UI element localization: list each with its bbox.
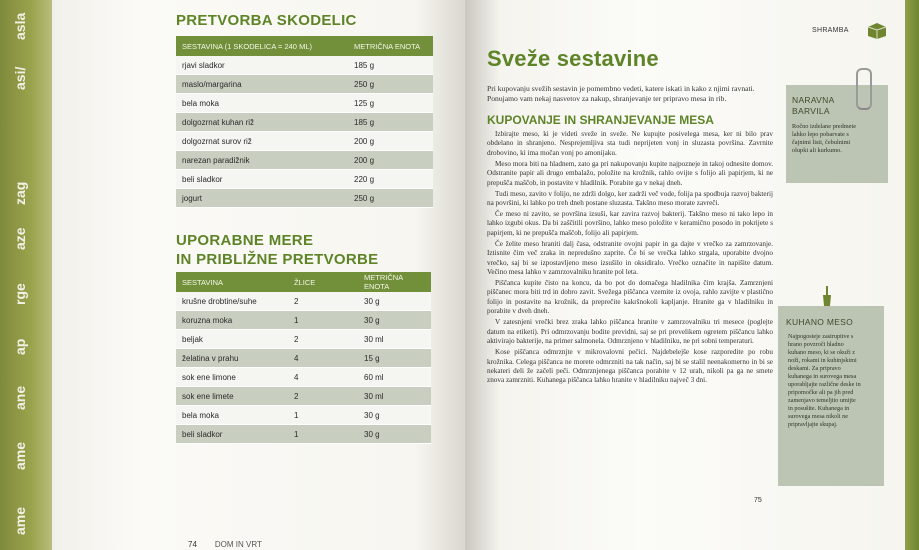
measures-title-line: IN PRIBLIŽNE PRETVORBE [176, 251, 379, 268]
metric-cell: 30 ml [358, 387, 431, 406]
body-paragraph: Če meso ni zavito, se površina izsuši, kar zavira razvoj bakterij. Takšno meso ni tako lepo in lahko izgubi okus. Da bi zaščitili površino, lahko meso položite v keramično posodo in pokrijete s papirjem, ki ne prepušča maščob, folijo ali papirjem. [487, 210, 773, 237]
spine-letter: ane [12, 385, 28, 410]
column-header: METRIČNA ENOTA [358, 272, 431, 292]
spine-letter: ame [12, 441, 28, 470]
body-paragraph: Če želite meso hraniti dalj časa, odstranite ovojni papir in ga dajte v vrečko za zamrzovanje. Iztisnite čim več zraka in nepredušno zaprite. Če bi se vrečka lahko strgala, uporabite dvojno vrečko, saj bi se izpostavljeno meso izsušilo in oksidiralo. Vrečko označite in napišite datum. Večino mesa lahko v zamrzovalniku hranite pol leta. [487, 239, 773, 277]
table-row [176, 311, 431, 330]
ingredient-cell: bela moka [176, 94, 348, 113]
metric-cell: 30 g [358, 311, 431, 330]
ingredient-cell: narezan paradižnik [176, 151, 348, 170]
metric-cell: 30 g [358, 425, 431, 444]
metric-cell: 60 ml [358, 368, 431, 387]
ingredient-cell: beljak [176, 330, 288, 349]
cooked-meat-sidebar [778, 306, 884, 486]
ingredient-cell: beli sladkor [176, 170, 348, 189]
measures-title-line: UPORABNE MERE [176, 232, 314, 249]
column-header: METRIČNA ENOTA [348, 36, 433, 56]
sidebar-title-line: NARAVNA [792, 95, 835, 105]
table-row [176, 132, 433, 151]
metric-cell: 200 g [348, 151, 433, 170]
table-row [176, 425, 431, 444]
cup-conversion-table [176, 36, 433, 208]
table-header-row [176, 36, 433, 56]
spine-letter: zag [12, 181, 28, 205]
article-body [487, 130, 773, 387]
body-paragraph: Meso mora biti na hladnem, zato ga pri nakupovanju kupite najpozneje in takoj odnesite domov. Odstranite papir ali drugo embalažo, položite na krožnik, rahlo ovijte s folijo ali papirjem, ki ne prepušča maščob, in postavite v hladilnik. Porabite ga v nekaj dneh. [487, 159, 773, 187]
spoons-cell: 4 [288, 349, 358, 368]
ingredient-cell: krušne drobtine/suhe [176, 292, 288, 311]
spoons-cell: 1 [288, 425, 358, 444]
table-row [176, 189, 433, 208]
table-row [176, 406, 431, 425]
metric-cell: 250 g [348, 75, 433, 94]
metric-cell: 125 g [348, 94, 433, 113]
page-number: 75 [754, 497, 762, 504]
column-header: SESTAVINA [176, 272, 288, 292]
table-header-row [176, 272, 431, 292]
column-header: ŽLICE [288, 272, 358, 292]
table-row [176, 330, 431, 349]
paperclip-icon [856, 68, 872, 110]
section-name: DOM IN VRT [214, 540, 262, 549]
sidebar-text: Najpogosteje zastrupitve s hrano povzroči hladno kuhano meso, ki se okuži z noži, rokami in kuhinjskimi deskami. Za pripravo kuhanega in surovega mesa uporabljajte različne deske in pripomočke ali pa jih pred zamenjavo temeljito umijte in posušite. Kuhanega in surovega mesa nikoli ne pripravljajte skupaj. [788, 333, 861, 428]
ingredient-cell: beli sladkor [176, 425, 288, 444]
right-book-edge [905, 0, 919, 550]
table-row [176, 292, 431, 311]
storage-box-icon [866, 20, 888, 40]
body-paragraph: Kose piščanca odmrznjte v mikrovalovni pečici. Najdebelejše kose razporedite po robu krožnika. Celega piščanca ne morete odmrzniti na tak način, saj bi se stalil neenakomerno in bi se nekateri deli že začeli peči. Odmrznjenega piščanca porabite v 12 urah, nikoli pa ga ne smete znova zamrzniti. Kuhanega piščanca lahko hranite v hladilniku največ 3 dni. [487, 348, 773, 385]
spoons-cell: 2 [288, 330, 358, 349]
ingredient-cell: želatina v prahu [176, 349, 288, 368]
measures-title [176, 231, 378, 269]
body-paragraph: Piščanca kupite čisto na koncu, da bo pot do domačega hladilnika čim krajša. Zamrznjeni piščanec mora biti trd in dobro zavit. Svežega piščanca vzemite iz ovoja, rahlo zavijte v plastično folijo in postavite na krožnik, da preprečite kakršnokoli kapljanje. Hranite ga v hladilniku in porabite v dveh dneh. [487, 279, 773, 316]
body-paragraph: Izbirajte meso, ki je videti sveže in sveže. Ne kupujte posivelega mesa, ker ni bilo prav obdelano in shranjeno. Nesprejemljiva sta tudi neprijeten vonj in sluzasta površina. Zavrnite drobovino, ki ima močan vonj po amonijaku. [487, 130, 773, 157]
table-row [176, 368, 431, 387]
table-row [176, 75, 433, 94]
metric-cell: 30 ml [358, 330, 431, 349]
metric-cell: 185 g [348, 56, 433, 75]
spine-letter: ame [12, 506, 28, 535]
table-row [176, 56, 433, 75]
metric-cell: 200 g [348, 132, 433, 151]
ingredient-cell: dolgozrnat surov riž [176, 132, 348, 151]
metric-cell: 250 g [348, 189, 433, 208]
spoons-cell: 2 [288, 292, 358, 311]
sidebar-title [792, 95, 888, 117]
ingredient-cell: rjavi sladkor [176, 56, 348, 75]
meat-tool-icon [822, 286, 832, 308]
ingredient-cell: dolgozrnat kuhan riž [176, 113, 348, 132]
table-row [176, 151, 433, 170]
spine-lettering [6, 0, 40, 550]
sidebar-title: KUHANO MESO [786, 317, 854, 327]
body-paragraph: Tudi meso, zavito v folijo, ne zdrži dolgo, ker zadrži več vode, folija pa spodbuja razvoj bakterij na površini, ki lahko po treh dneh postane sluzasta. Takšno meso morate zavreči. [487, 189, 773, 208]
table-row [176, 113, 433, 132]
left-folio [188, 540, 262, 549]
metric-cell: 185 g [348, 113, 433, 132]
spoons-cell: 2 [288, 387, 358, 406]
ingredient-cell: bela moka [176, 406, 288, 425]
intro-text: Pri kupovanju svežih sestavin je pomembno vedeti, katere iskati in kako z njimi ravnati. Ponujamo vam nekaj nasvetov za nakup, shranjevanje ter pripravo mesa in rib. [487, 84, 755, 103]
sidebar-text: Ročno izdelane predmete lahko lepo pobarvate s čajnimi listi, čebulnimi olupki ali kurkumo. [792, 123, 856, 154]
ingredient-cell: maslo/margarina [176, 75, 348, 94]
section-label: SHRAMBA [812, 27, 849, 34]
ingredient-cell: koruzna moka [176, 311, 288, 330]
measures-table [176, 272, 431, 444]
spoons-cell: 4 [288, 368, 358, 387]
table-row [176, 170, 433, 189]
conversion-title: PRETVORBA SKODELIC [176, 12, 357, 29]
column-header: SESTAVINA (1 SKODELICA = 240 ML) [176, 36, 348, 56]
table-row [176, 387, 431, 406]
ingredient-cell: jogurt [176, 189, 348, 208]
metric-cell: 15 g [358, 349, 431, 368]
metric-cell: 220 g [348, 170, 433, 189]
spine-letter: ap [12, 338, 28, 355]
section-subtitle: KUPOVANJE IN SHRANJEVANJE MESA [487, 113, 714, 127]
metric-cell: 30 g [358, 406, 431, 425]
metric-cell: 30 g [358, 292, 431, 311]
natural-dyes-sidebar [786, 85, 888, 183]
spine-letter: asi/ [12, 66, 28, 90]
ingredient-cell: sok ene limete [176, 387, 288, 406]
table-row [176, 349, 431, 368]
ingredient-cell: sok ene limone [176, 368, 288, 387]
page-title: Sveže sestavine [487, 46, 659, 71]
spine-letter: rge [12, 283, 28, 305]
spoons-cell: 1 [288, 311, 358, 330]
sidebar-title-line: BARVILA [792, 106, 830, 116]
spine-letter: aze [12, 227, 28, 250]
spine-letter: asla [12, 12, 28, 40]
page-number: 74 [188, 540, 197, 549]
spoons-cell: 1 [288, 406, 358, 425]
table-row [176, 94, 433, 113]
body-paragraph: V zatesnjeni vrečki brez zraka lahko piščanca hranite v zamrzovalniku tri mesece (poglejte datum na etiketi). Pri odmrzovanju bodite previdni, saj se pri prevelikem ogretem piščancu lahko aktivirajo bakterije, na primer salmonela. Odmrznjeno v hladilniku, ne pri sobni temperaturi. [487, 318, 773, 346]
